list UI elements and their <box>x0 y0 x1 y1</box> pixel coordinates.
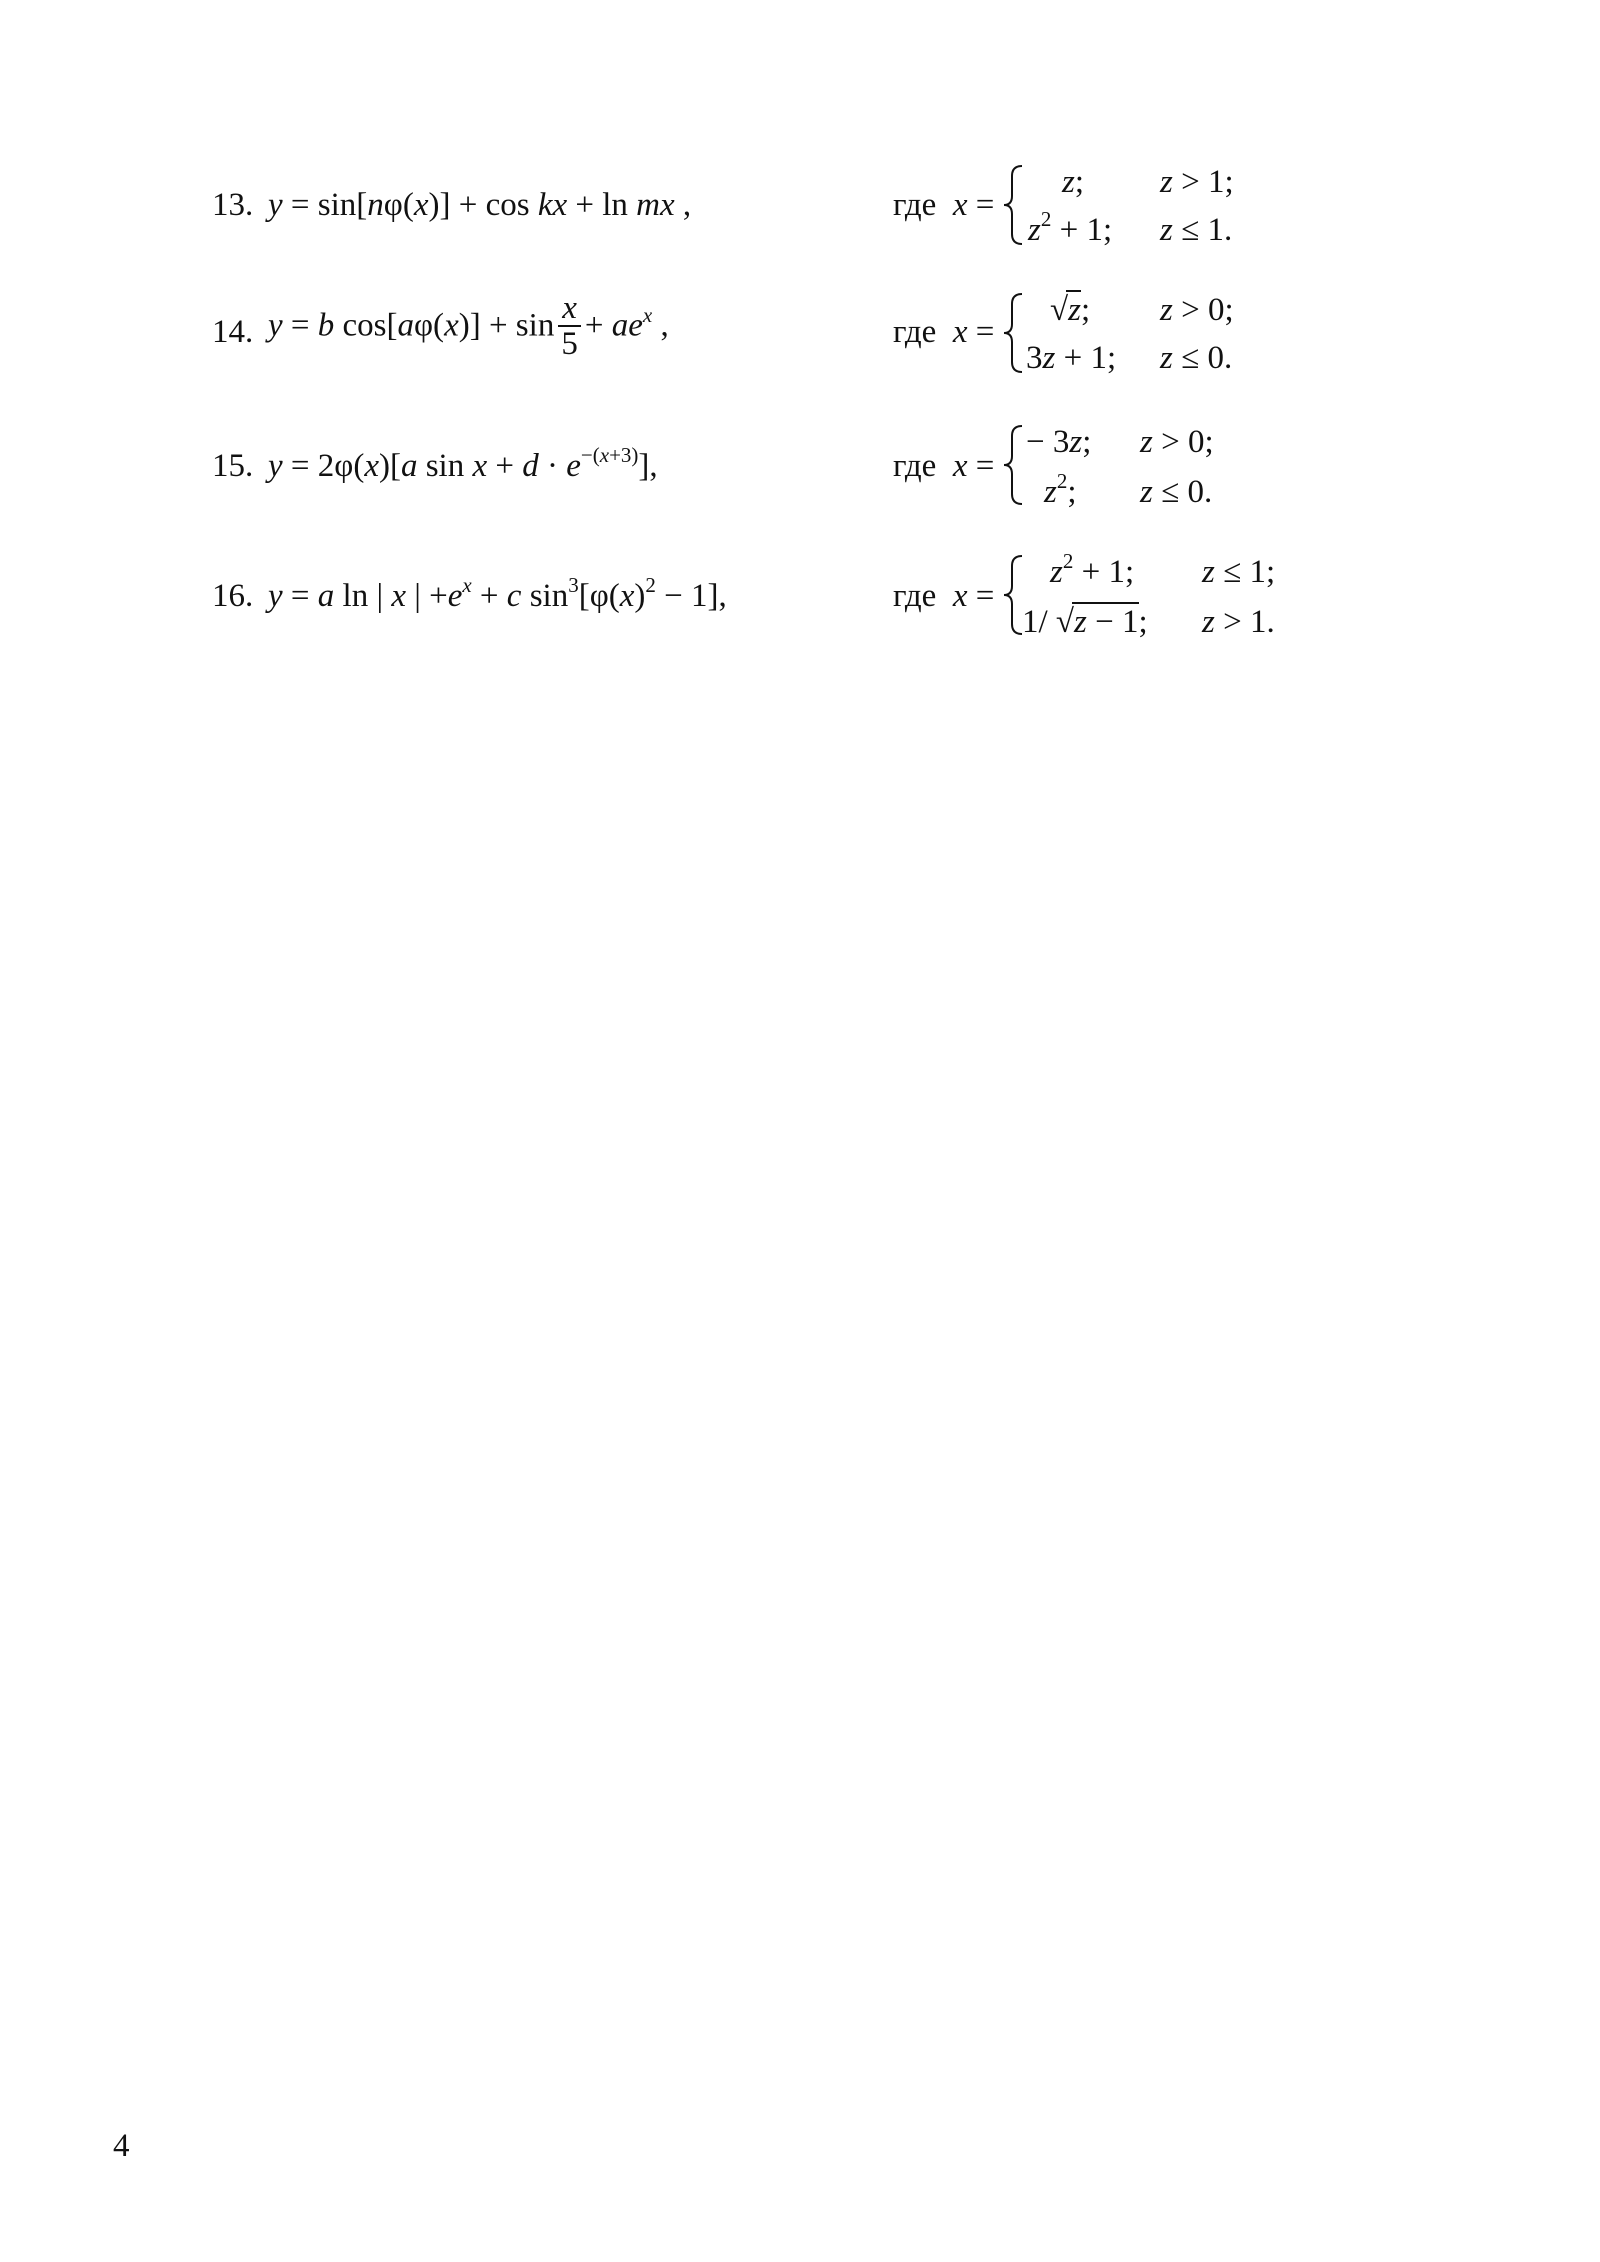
case-condition: z > 1. <box>1202 604 1275 640</box>
problem-13 <box>0 160 1600 280</box>
where-label: где x = <box>893 578 995 614</box>
case-expression: z; <box>1062 164 1085 200</box>
case-condition: z ≤ 1. <box>1160 212 1233 248</box>
problem-number: 13. <box>212 187 254 223</box>
problem-16 <box>0 546 1600 666</box>
where-label: где x = <box>893 187 995 223</box>
page-number: 4 <box>113 2128 130 2164</box>
problem-15 <box>0 418 1600 538</box>
problem-number: 15. <box>212 448 254 484</box>
case-condition: z > 0; <box>1160 292 1234 328</box>
fraction: $\frac{x}{5}$ <box>558 291 581 361</box>
left-brace-icon <box>1000 424 1026 506</box>
left-brace-icon <box>1000 164 1026 246</box>
left-brace-icon <box>1000 292 1026 374</box>
case-expression: $z^2 + 1$; <box>1028 207 1113 248</box>
problem-14 <box>0 288 1600 408</box>
problem-formula: y = sin[nφ(x)] + cos kx + ln mx , <box>268 187 692 223</box>
case-condition: z ≤ 1; <box>1202 554 1276 590</box>
where-label: где x = <box>893 448 995 484</box>
case-condition: z ≤ 0. <box>1160 340 1233 376</box>
case-condition: z > 0; <box>1140 424 1214 460</box>
case-expression: 3z + 1; <box>1026 340 1117 376</box>
problem-formula: y = b cos[aφ(x)] + sin $\frac{x}{5}$ + $ae^x$ , <box>268 290 669 362</box>
case-expression: √z; <box>1050 292 1091 328</box>
case-expression: 1/ √z − 1; <box>1022 604 1148 640</box>
problem-number: 16. <box>212 578 254 614</box>
problem-formula: y = 2φ(x)[a $\sin x + d \cdot e^{-(x+3)}$], <box>268 443 658 484</box>
case-condition: z ≤ 0. <box>1140 474 1213 510</box>
case-condition: z > 1; <box>1160 164 1234 200</box>
case-expression: $z^2 + 1$; <box>1050 549 1135 590</box>
where-label: где x = <box>893 314 995 350</box>
problem-number: 14. <box>212 314 254 350</box>
problem-formula: y = a ln | x | $+e^x + c$ $\sin^3[\varphi(x)^2 - 1]$, <box>268 573 727 614</box>
case-expression: $z^2$; <box>1044 469 1077 510</box>
case-expression: − 3z; <box>1026 424 1092 460</box>
